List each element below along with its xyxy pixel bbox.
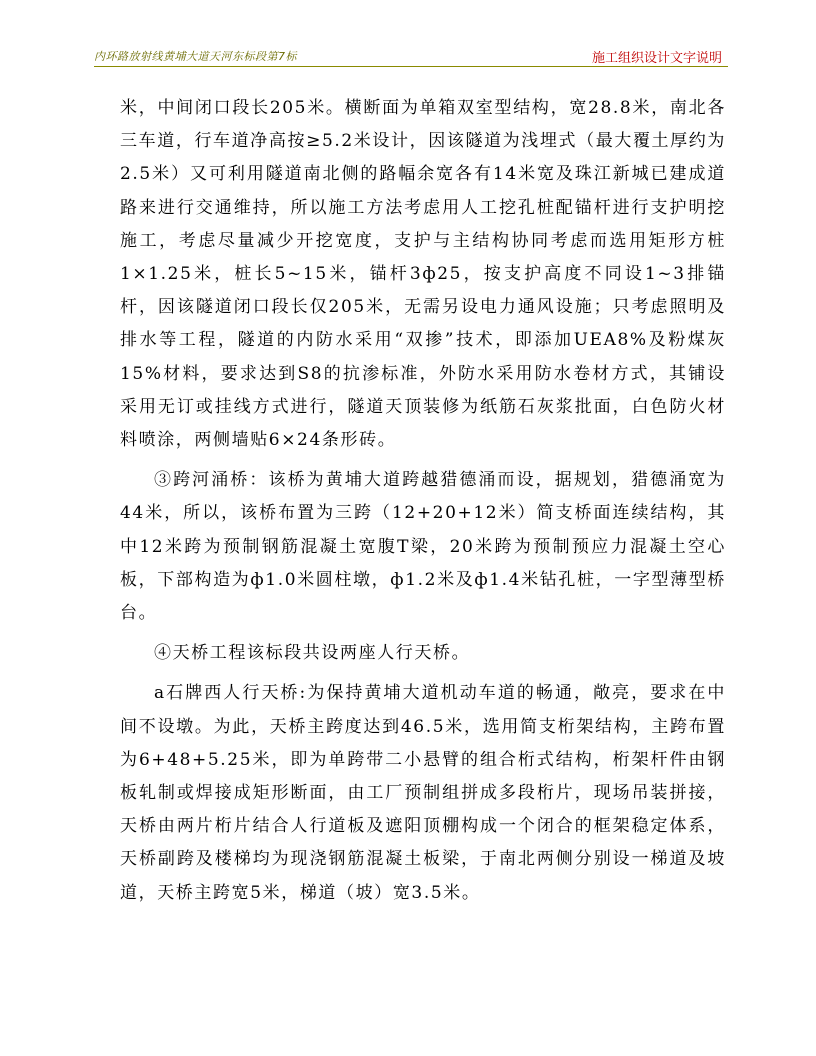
paragraph-tunnel-continued: 米，中间闭口段长205米。横断面为单箱双室型结构，宽28.8米，南北各三车道，行车道净高按≥5.2米设计，因该隧道为浅埋式（最大覆土厚约为2.5米）又可利用隧道南北侧的路幅余宽各有14米宽及珠江新城已建成道路来进行交通维持，所以施工方法考虑用人工挖孔桩配锚杆进行支护明挖施工，考虑尽量减少开挖宽度，支护与主结构协同考虑而选用矩形方桩1×1.25米，桩长5~15米，锚杆3ф25，按支护高度不同设1~3排锚杆，因该隧道闭口段长仅205米，无需另设电力通风设施；只考虑照明及排水等工程，隧道的内防水采用“双掺”技术，即添加UEA8%及粉煤灰15%材料，要求达到S8的抗渗标准，外防水采用防水卷材方式，其铺设采用无订或挂线方式进行，隧道天顶装修为纸筋石灰浆批面，白色防火材料喷涂，两侧墙贴6×24条形砖。 [120, 98, 726, 451]
paragraph-footbridge-intro: ④天桥工程该标段共设两座人行天桥。 [154, 643, 471, 664]
paragraph-river-bridge: ③跨河涌桥：该桥为黄埔大道跨越猎德涌而设，据规划，猎德涌宽为44米，所以，该桥布置为三跨（12+20+12米）简支桥面连续结构，其中12米跨为预制钢筋混凝土宽腹T梁，20米跨为预制预应力混凝土空心板，下部构造为ф1.0米圆柱墩，ф1.2米及ф1.4米钻孔桩，一字型薄型桥台。 [120, 470, 726, 624]
paragraph-shipai-footbridge: a石牌西人行天桥:为保持黄埔大道机动车道的畅通，敞亮，要求在中间不设墩。为此，天桥主跨度达到46.5米，选用简支桁架结构，主跨布置为6+48+5.25米，即为单跨带二小悬臂的组合桁式结构，桁架杆件由钢板轧制或焊接成矩形断面，由工厂预制组拼成多段桁片，现场吊装拼接，天桥由两片桁片结合人行道板及遮阳顶棚构成一个闭合的框架稳定体系，天桥副跨及楼梯均为现浇钢筋混凝土板梁，于南北两侧分别设一梯道及坡道，天桥主跨宽5米，梯道（坡）宽3.5米。 [120, 683, 726, 903]
page-header [94, 46, 728, 67]
project-title: 内环路放射线黄埔大道天河东标段第7标 [94, 50, 297, 63]
body-text [120, 92, 726, 917]
document-title: 施工组织设计文字说明 [591, 51, 722, 66]
